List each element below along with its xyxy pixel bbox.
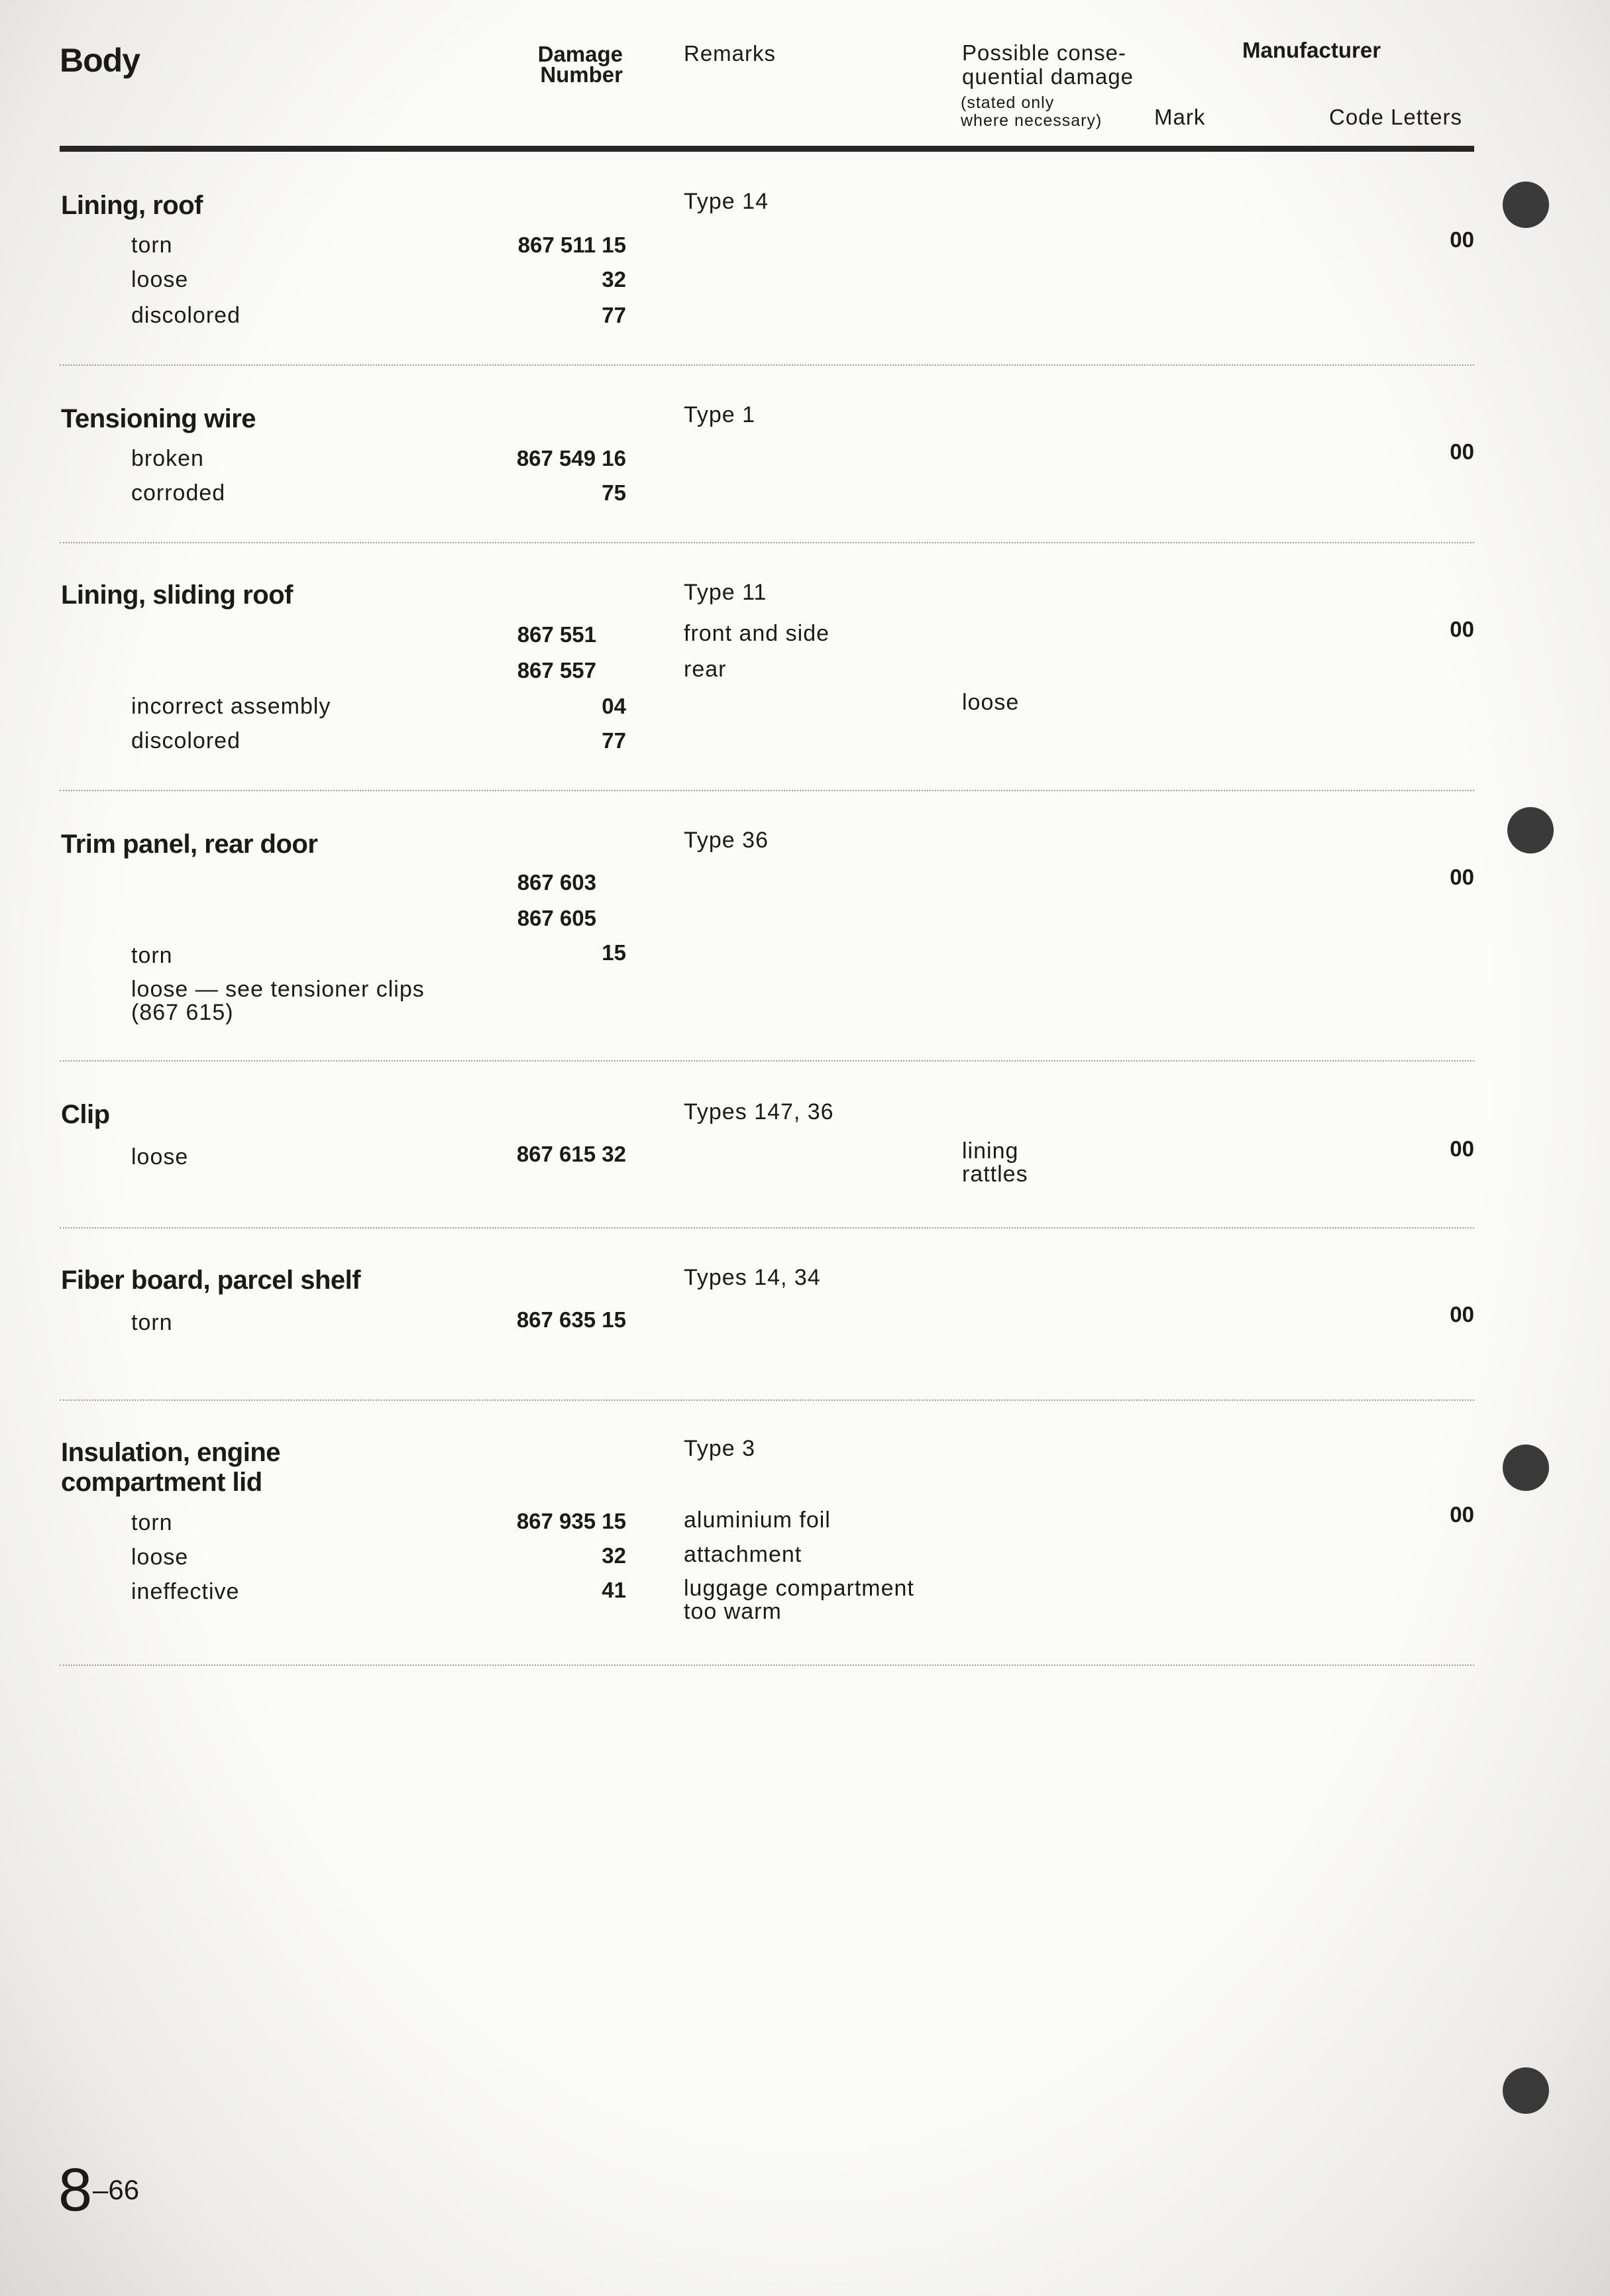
possible-damage-header: Possible conse- quential damage (962, 40, 1134, 89)
section-heading: Insulation, engine compartment lid (61, 1438, 281, 1497)
damage-description: loose (131, 1144, 189, 1170)
damage-number: 77 (602, 303, 626, 327)
remark: aluminium foil (684, 1507, 831, 1533)
damage-number: 867 615 32 (516, 1142, 626, 1166)
damage-description: torn (131, 233, 173, 258)
damage-number: 867 935 15 (516, 1509, 626, 1533)
damage-number: 867 511 15 (517, 233, 626, 257)
damage-description: loose (131, 267, 189, 292)
section-heading: Lining, sliding roof (61, 580, 293, 610)
damage-description: torn (131, 1310, 173, 1335)
remark: Types 14, 34 (684, 1265, 821, 1290)
section-divider (60, 1060, 1474, 1062)
damage-description: corroded (131, 480, 226, 506)
damage-description: loose — see tensioner clips (867 615) (131, 977, 425, 1025)
part-number: 867 551 (517, 622, 596, 647)
code-letters: 00 (1450, 865, 1474, 889)
remark: rear (684, 657, 727, 682)
damage-description: torn (131, 943, 173, 968)
part-number: 867 605 (517, 906, 596, 930)
remarks-header: Remarks (684, 41, 777, 66)
section-divider (60, 364, 1474, 366)
damage-description: ineffective (131, 1579, 240, 1604)
damage-description: discolored (131, 728, 241, 753)
damage-number: 75 (602, 480, 626, 505)
code-letters: 00 (1450, 227, 1474, 252)
remark: attachment (684, 1542, 802, 1567)
remark: Type 1 (684, 402, 756, 427)
damage-number: 41 (602, 1578, 626, 1602)
page-number-major: 8 (58, 2156, 93, 2224)
section-heading: Fiber board, parcel shelf (61, 1266, 361, 1295)
binder-hole (1503, 182, 1549, 228)
damage-description: discolored (131, 303, 241, 328)
manufacturer-header: Manufacturer (1242, 38, 1381, 62)
section-divider (60, 1665, 1474, 1666)
remark: luggage compartment too warm (684, 1576, 914, 1624)
part-number: 867 557 (517, 658, 596, 683)
part-number: 867 603 (517, 870, 596, 895)
code-letters: 00 (1450, 1136, 1474, 1161)
remark: front and side (684, 621, 830, 646)
section-heading: Tensioning wire (61, 404, 256, 433)
damage-number: 77 (602, 728, 626, 753)
damage-number-header: Damage Number (537, 42, 623, 87)
damage-number: 867 635 15 (516, 1307, 626, 1332)
section-divider (60, 1227, 1474, 1229)
consequential-damage: loose (962, 690, 1020, 715)
section-divider (60, 542, 1474, 543)
damage-number: 15 (602, 940, 626, 965)
code-letters: 00 (1450, 1302, 1474, 1327)
damage-number: 04 (602, 694, 626, 718)
remark: Types 147, 36 (684, 1099, 834, 1124)
code-letters: 00 (1450, 439, 1474, 464)
section-heading: Trim panel, rear door (61, 830, 318, 859)
stated-only-note: (stated only where necessary) (961, 93, 1102, 130)
damage-description: incorrect assembly (131, 694, 331, 719)
page-number-minor: –66 (93, 2174, 140, 2205)
remark: Type 14 (684, 189, 769, 214)
binder-hole (1507, 807, 1554, 853)
remark: Type 11 (684, 580, 767, 605)
binder-hole (1503, 2067, 1549, 2114)
code-letters: 00 (1450, 1502, 1474, 1527)
damage-description: torn (131, 1510, 173, 1535)
section-divider (60, 790, 1474, 791)
damage-number: 867 549 16 (516, 446, 626, 470)
section-divider (60, 1399, 1474, 1401)
section-heading: Clip (61, 1100, 110, 1129)
code-letters: 00 (1450, 617, 1474, 641)
damage-number: 32 (602, 267, 626, 292)
damage-number: 32 (602, 1543, 626, 1568)
section-title: Body (60, 42, 140, 79)
binder-hole (1503, 1445, 1549, 1491)
code-letters-header: Code Letters (1329, 105, 1462, 129)
damage-description: broken (131, 446, 204, 471)
remark: Type 36 (684, 828, 769, 853)
damage-description: loose (131, 1545, 189, 1570)
section-heading: Lining, roof (61, 191, 203, 220)
remark: Type 3 (684, 1436, 756, 1461)
mark-header: Mark (1154, 105, 1206, 129)
header-rule (60, 146, 1474, 152)
consequential-damage: lining rattles (962, 1138, 1028, 1187)
